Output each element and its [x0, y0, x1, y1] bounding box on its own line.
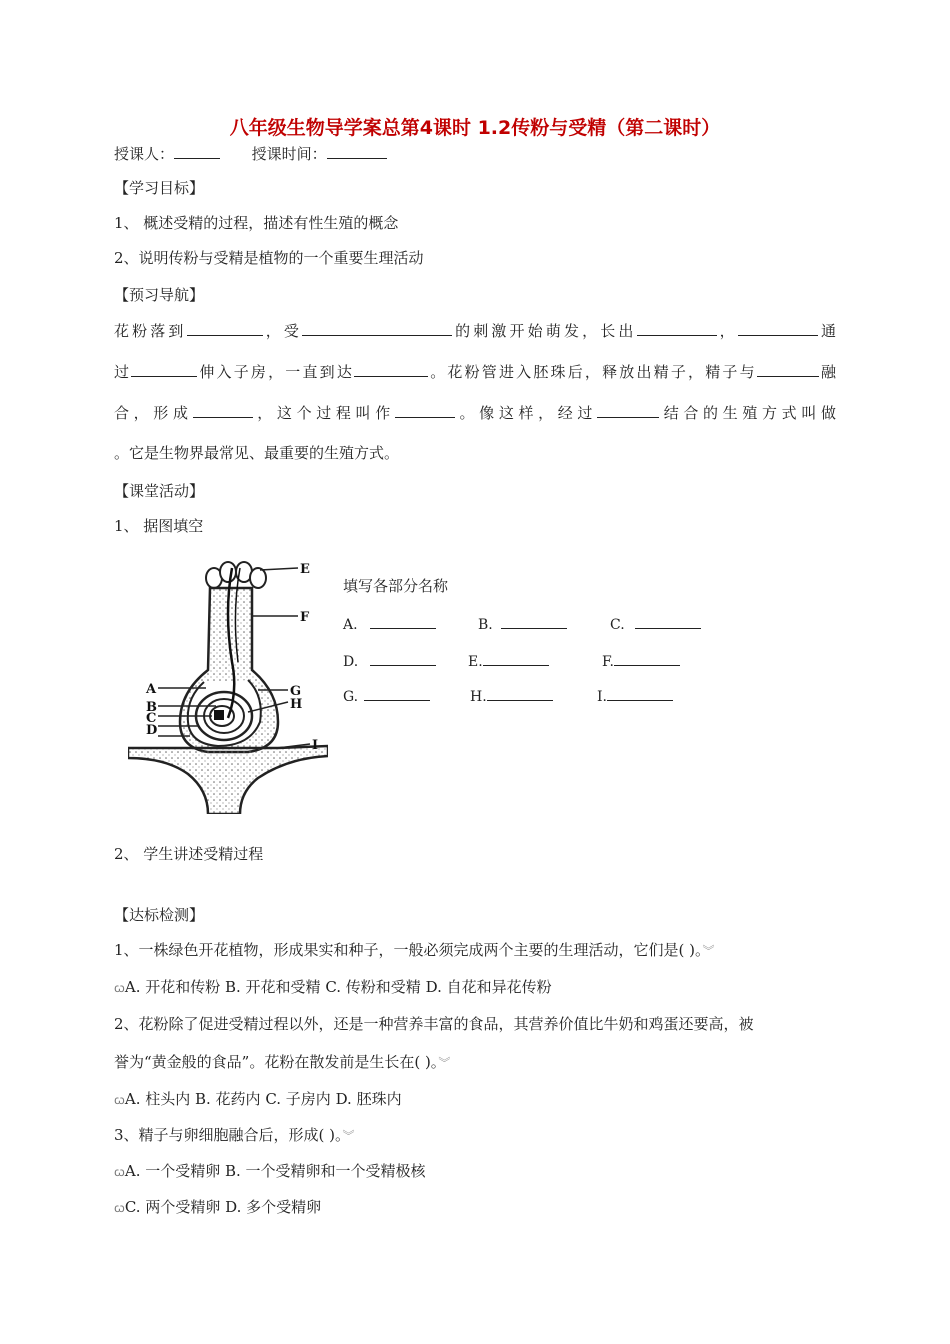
- meta-line: [114, 143, 387, 164]
- fill-I: I.: [597, 685, 673, 705]
- blank[interactable]: [370, 613, 436, 629]
- pistil-diagram: [128, 552, 328, 814]
- blank[interactable]: [635, 613, 701, 629]
- time-blank[interactable]: [327, 143, 387, 159]
- activity-q2: 2、 学生讲述受精过程: [114, 845, 264, 863]
- blank[interactable]: [597, 402, 659, 418]
- section-test: 【达标检测】: [114, 906, 205, 924]
- blank[interactable]: [637, 320, 717, 336]
- receptacle: [128, 746, 328, 814]
- blank[interactable]: [370, 650, 436, 666]
- blank[interactable]: [131, 361, 197, 377]
- blank[interactable]: [487, 685, 553, 701]
- label-G: G: [290, 684, 302, 699]
- fill-A: A.: [343, 613, 436, 633]
- teacher-blank[interactable]: [174, 143, 220, 159]
- label-A: A: [146, 682, 157, 697]
- test-q1-options: ꞷA. 开花和传粉 B. 开花和受精 C. 传粉和受精 D. 自花和异花传粉: [114, 978, 552, 996]
- time-label: 授课时间：: [251, 145, 327, 163]
- goal-1: 1、 概述受精的过程，描述有性生殖的概念: [114, 214, 399, 232]
- stigma: [206, 562, 266, 588]
- label-B: B: [146, 700, 157, 715]
- fill-F: F.: [602, 650, 680, 670]
- preview-line-3: 合，形成 ，这个过程叫作 。像这样，经过 结合的生殖方式叫做: [114, 404, 836, 422]
- fill-H: H.: [470, 685, 553, 705]
- blank[interactable]: [364, 685, 430, 701]
- test-q3-options-1: ꞷA. 一个受精卵 B. 一个受精卵和一个受精极核: [114, 1162, 426, 1180]
- label-D: D: [146, 723, 158, 738]
- preview-line-2: 过 伸入子房，一直到达 。花粉管进入胚珠后，释放出精子，精子与 融: [114, 363, 836, 381]
- label-F: F: [300, 610, 310, 625]
- egg-cell: [214, 710, 224, 720]
- fill-G: G.: [343, 685, 430, 705]
- fill-title: 填写各部分名称: [343, 577, 449, 595]
- teacher-label: 授课人：: [114, 145, 175, 163]
- label-I: I: [312, 738, 319, 753]
- section-goals: 【学习目标】: [114, 179, 205, 197]
- section-preview: 【预习导航】: [114, 286, 205, 304]
- test-q2-line2: 誉为“黄金般的食品”。花粉在散发前是生长在( )。︾: [114, 1053, 451, 1071]
- preview-line-4: 。它是生物界最常见、最重要的生殖方式。: [114, 444, 400, 462]
- page-title: 八年级生物导学案总第4课时 1.2传粉与受精（第二课时）: [229, 117, 721, 139]
- fill-E: E.: [468, 650, 549, 670]
- blank[interactable]: [614, 650, 680, 666]
- test-q2-line1: 2、花粉除了促进受精过程以外，还是一种营养丰富的食品，其营养价值比牛奶和鸡蛋还要高，被: [114, 1015, 754, 1033]
- blank[interactable]: [483, 650, 549, 666]
- blank[interactable]: [302, 320, 452, 336]
- blank[interactable]: [501, 613, 567, 629]
- activity-q1: 1、 据图填空: [114, 517, 204, 535]
- test-q3-options-2: ꞷC. 两个受精卵 D. 多个受精卵: [114, 1198, 322, 1216]
- blank[interactable]: [395, 402, 455, 418]
- preview-line-1: 花粉落到 ，受 的刺激开始萌发，长出 ， 通: [114, 322, 836, 340]
- goal-2: 2、说明传粉与受精是植物的一个重要生理活动: [114, 249, 424, 267]
- fill-B: B.: [478, 613, 567, 633]
- fill-D: D.: [343, 650, 436, 670]
- test-q2-options: ꞷA. 柱头内 B. 花药内 C. 子房内 D. 胚珠内: [114, 1090, 402, 1108]
- blank[interactable]: [187, 320, 263, 336]
- section-activity: 【课堂活动】: [114, 482, 205, 500]
- blank[interactable]: [607, 685, 673, 701]
- fill-C: C.: [610, 613, 701, 633]
- label-E: E: [300, 562, 310, 577]
- blank[interactable]: [193, 402, 253, 418]
- blank[interactable]: [738, 320, 818, 336]
- label-H: H: [290, 697, 303, 712]
- label-C: C: [146, 711, 157, 726]
- test-q3: 3、精子与卵细胞融合后，形成( )。︾: [114, 1126, 355, 1144]
- blank[interactable]: [757, 361, 819, 377]
- test-q1: 1、一株绿色开花植物，形成果实和种子，一般必须完成两个主要的生理活动，它们是( )。︾: [114, 941, 715, 959]
- blank[interactable]: [354, 361, 428, 377]
